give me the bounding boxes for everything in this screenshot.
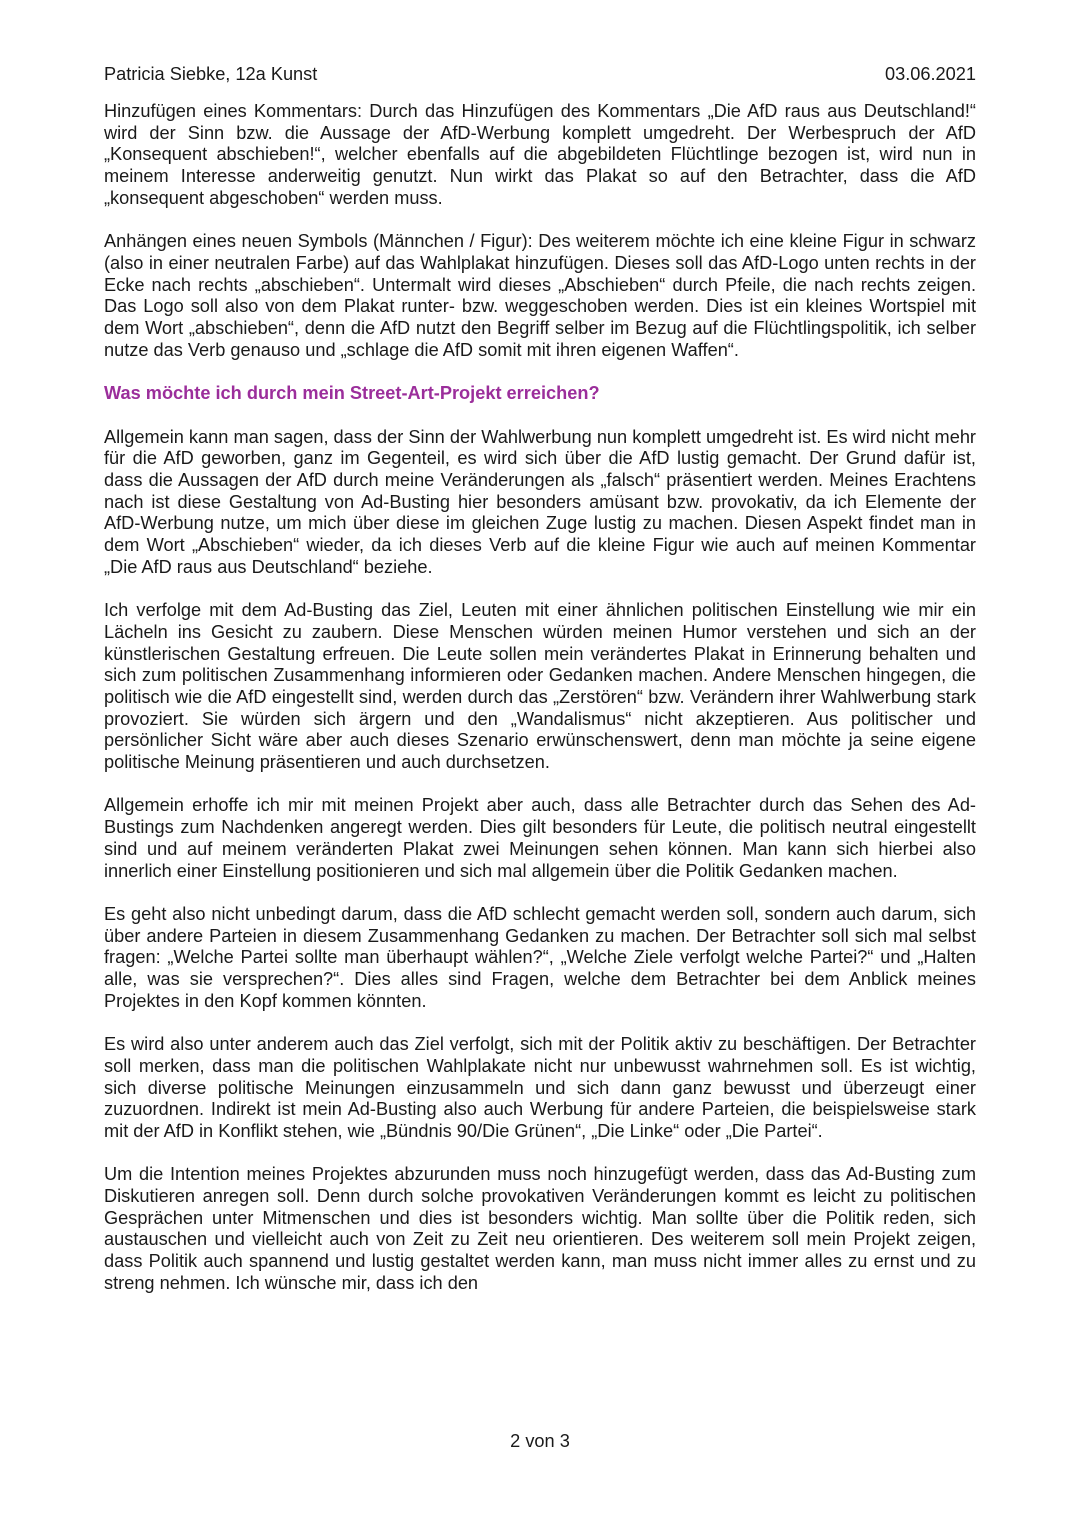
paragraph-general: Allgemein kann man sagen, dass der Sinn der Wahlwerbung nun komplett umgedreht ist. Es wird nicht mehr für die AfD geworben, ganz im Gegenteil, es wird sich über die AfD lustig gemacht. Der Grund dafür ist, dass die Aussagen der AfD durch meine Veränderungen als „falsch“ präsentiert werden. Meines Erachtens nach ist diese Gestaltung von Ad-Busting hier besonders amüsant bzw. provokativ, da ich Elemente der AfD-Werbung nutze, um mich über diese im gleichen Zuge lustig zu machen. Diesen Aspekt findet man in dem Wort „Abschieben“ wieder, da ich dieses Verb auf die kleine Figur wie auch auf meinen Kommentar „Die AfD raus aus Deutschland“ beziehe. xyxy=(104,426,976,577)
section-heading: Was möchte ich durch mein Street-Art-Projekt erreichen? xyxy=(104,383,600,404)
paragraph-intention: Um die Intention meines Projektes abzurunden muss noch hinzugefügt werden, dass das Ad-Busting zum Diskutieren anregen soll. Denn durch solche provokativen Veränderungen kommt es leicht zu politischen Gesprächen unter Mitmenschen und dies ist besonders wichtig. Man sollte über die Politik reden, sich austauschen und vielleicht auch von Zeit zu Zeit neu orientieren. Des weiterem soll mein Projekt zeigen, dass Politik auch spannend und lustig gestaltet werden kann, man muss nicht immer alles zu ernst und zu streng nehmen. Ich wünsche mir, dass ich den xyxy=(104,1164,976,1293)
page-header xyxy=(104,62,976,86)
document-date: 03.06.2021 xyxy=(884,64,976,84)
paragraph-comment: Hinzufügen eines Kommentars: Durch das Hinzufügen des Kommentars „Die AfD raus aus Deutschland!“ wird der Sinn bzw. die Aussage der AfD-Werbung komplett umgedreht. Der Werbespruch der AfD „Konsequent abschieben!“, welcher ebenfalls auf die abgebildeten Flüchtlinge bezogen ist, wird nun in meinem Interesse anderweitig genutzt. Nun wirkt das Plakat so auf den Betrachter, dass die AfD „konsequent abgeschoben“ werden muss. xyxy=(104,101,976,208)
paragraph-hope: Allgemein erhoffe ich mir mit meinen Projekt aber auch, dass alle Betrachter durch das Sehen des Ad-Bustings zum Nachdenken angeregt werden. Dies gilt besonders für Leute, die politisch neutral eingestellt sind und auf meinem veränderten Plakat zwei Meinungen sehen können. Man kann sich hierbei also innerlich einer Einstellung positionieren und sich mal allgemein über die Politik Gedanken machen. xyxy=(104,795,976,881)
page-number: 2 von 3 xyxy=(510,1431,570,1451)
paragraph-parties: Es geht also nicht unbedingt darum, dass die AfD schlecht gemacht werden soll, sondern auch darum, sich über andere Parteien in diesem Zusammenhang Gedanken zu machen. Der Betrachter soll sich mal selbst fragen: „Welche Partei sollte man überhaupt wählen?“, „Welche Ziele verfolgt welche Partei?“ und „Halten alle, was sie versprechen?“. Dies alles sind Fragen, welche dem Betrachter bei dem Anblick meines Projektes in den Kopf kommen könnten. xyxy=(104,903,976,1011)
paragraph-goal: Ich verfolge mit dem Ad-Busting das Ziel, Leuten mit einer ähnlichen politischen Einstellung wie mir ein Lächeln ins Gesicht zu zaubern. Diese Menschen würden meinen Humor verstehen und sich an der künstlerischen Gestaltung erfreuen. Die Leute sollen mein verändertes Plakat in Erinnerung behalten und sich zum politischen Zusammenhang informieren oder Gedanken machen. Andere Menschen hingegen, die politisch wie die AfD eingestellt sind, werden durch das „Zerstören“ bzw. Verändern ihrer Wahlwerbung stark provoziert. Sie würden sich ärgern und den „Wandalismus“ nicht akzeptieren. Aus politischer und persönlicher Sicht wäre aber auch dieses Szenario erwünschenswert, denn man möchte ja seine eigene politische Meinung präsentieren und auch durchsetzen. xyxy=(104,600,976,773)
document-body xyxy=(104,101,976,1295)
author-class: Patricia Siebke, 12a Kunst xyxy=(104,64,318,84)
paragraph-symbol: Anhängen eines neuen Symbols (Männchen / Figur): Des weiterem möchte ich eine kleine Figur in schwarz (also in einer neutralen Farbe) auf das Wahlplakat hinzufügen. Dieses soll das AfD-Logo unten rechts in der Ecke nach rechts „abschieben“. Untermalt wird dieses „Abschieben“ durch Pfeile, die nach rechts zeigen. Das Logo soll also von dem Plakat runter- bzw. weggeschoben werden. Dies ist ein kleines Wortspiel mit dem Wort „abschieben“, denn die AfD nutzt den Begriff selber im Bezug auf die Flüchtlingspolitik, ich selber nutze das Verb genauso und „schlage die AfD somit mit ihren eigenen Waffen“. xyxy=(104,231,976,360)
paragraph-politics: Es wird also unter anderem auch das Ziel verfolgt, sich mit der Politik aktiv zu beschäftigen. Der Betrachter soll merken, dass man die politischen Wahlplakate nicht nur unbewusst wahrnehmen soll. Es ist wichtig, sich diverse politische Meinungen einzusammeln und sich dann ganz bewusst und überzeugt einer zuzuordnen. Indirekt ist mein Ad-Busting also auch Werbung für andere Parteien, die beispielsweise stark mit der AfD in Konflikt stehen, wie „Bündnis 90/Die Grünen“, „Die Linke“ oder „Die Partei“. xyxy=(104,1034,976,1141)
